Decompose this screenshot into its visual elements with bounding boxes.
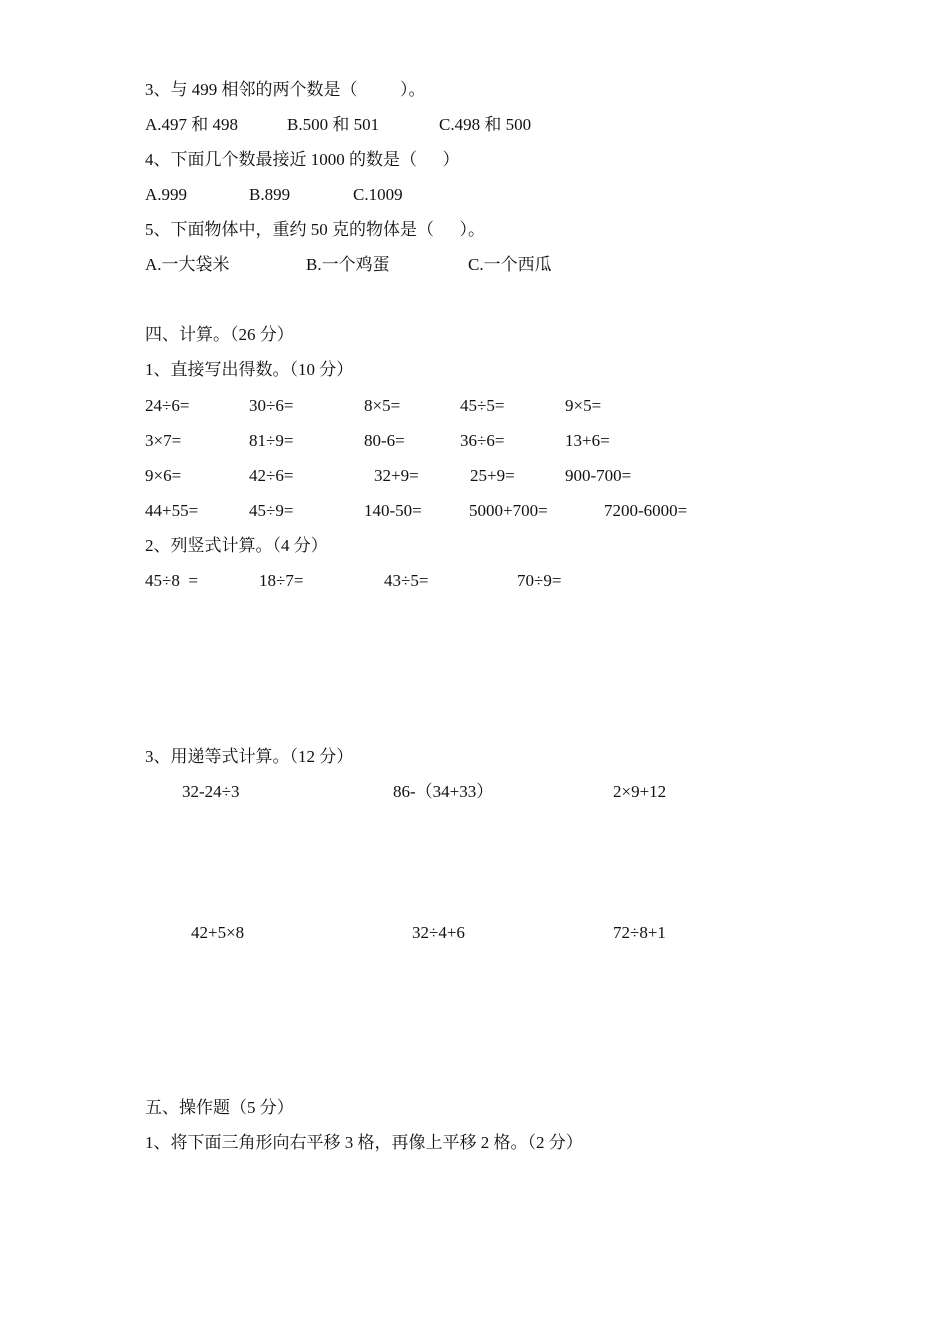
problem-1-4: 45÷5= — [460, 396, 505, 415]
problem-1-1: 24÷6= — [145, 396, 190, 415]
part-1-title: 1、直接写出得数。（10 分） — [145, 360, 354, 379]
vertical-problem-3: 43÷5= — [384, 571, 429, 590]
question-4: 4、下面几个数最接近 1000 的数是（ ） — [145, 150, 460, 169]
operation-question-1: 1、将下面三角形向右平移 3 格，再像上平移 2 格。（2 分） — [145, 1133, 583, 1152]
problem-3-2: 42÷6= — [249, 466, 294, 485]
problem-3-4: 25+9= — [470, 466, 515, 485]
q3-option-b: B.500 和 501 — [287, 115, 380, 134]
stepwise-problem-5: 32÷4+6 — [412, 923, 465, 942]
question-3: 3、与 499 相邻的两个数是（ ）。 — [145, 80, 426, 99]
problem-4-4: 5000+700= — [469, 501, 548, 520]
stepwise-problem-4: 42+5×8 — [191, 923, 245, 942]
vertical-problem-1: 45÷8 = — [145, 571, 198, 590]
q5-option-b: B.一个鸡蛋 — [306, 255, 390, 274]
stepwise-problem-1: 32-24÷3 — [182, 782, 240, 801]
section-4-title: 四、计算。（26 分） — [145, 325, 294, 344]
stepwise-problem-3: 2×9+12 — [613, 782, 667, 801]
problem-1-5: 9×5= — [565, 396, 602, 415]
stepwise-problem-6: 72÷8+1 — [613, 923, 666, 942]
q5-option-a: A.一大袋米 — [145, 255, 230, 274]
part-2-title: 2、列竖式计算。（4 分） — [145, 536, 328, 555]
problem-1-2: 30÷6= — [249, 396, 294, 415]
problem-4-1: 44+55= — [145, 501, 199, 520]
section-5-title: 五、操作题（5 分） — [145, 1098, 294, 1117]
problem-2-4: 36÷6= — [460, 431, 505, 450]
vertical-problem-4: 70÷9= — [517, 571, 562, 590]
q4-option-a: A.999 — [145, 185, 188, 204]
q3-option-a: A.497 和 498 — [145, 115, 239, 134]
part-3-title: 3、用递等式计算。（12 分） — [145, 747, 354, 766]
q4-option-b: B.899 — [249, 185, 291, 204]
problem-2-5: 13+6= — [565, 431, 610, 450]
problem-4-2: 45÷9= — [249, 501, 294, 520]
problem-4-5: 7200-6000= — [604, 501, 688, 520]
q3-option-c: C.498 和 500 — [439, 115, 532, 134]
problem-3-3: 32+9= — [374, 466, 419, 485]
q5-option-c: C.一个西瓜 — [468, 255, 552, 274]
problem-4-3: 140-50= — [364, 501, 422, 520]
problem-2-1: 3×7= — [145, 431, 182, 450]
problem-2-2: 81÷9= — [249, 431, 294, 450]
question-5: 5、下面物体中，重约 50 克的物体是（ ）。 — [145, 220, 485, 239]
problem-2-3: 80-6= — [364, 431, 405, 450]
problem-3-1: 9×6= — [145, 466, 182, 485]
problem-1-3: 8×5= — [364, 396, 401, 415]
vertical-problem-2: 18÷7= — [259, 571, 304, 590]
stepwise-problem-2: 86-（34+33） — [393, 782, 494, 801]
problem-3-5: 900-700= — [565, 466, 632, 485]
q4-option-c: C.1009 — [353, 185, 403, 204]
